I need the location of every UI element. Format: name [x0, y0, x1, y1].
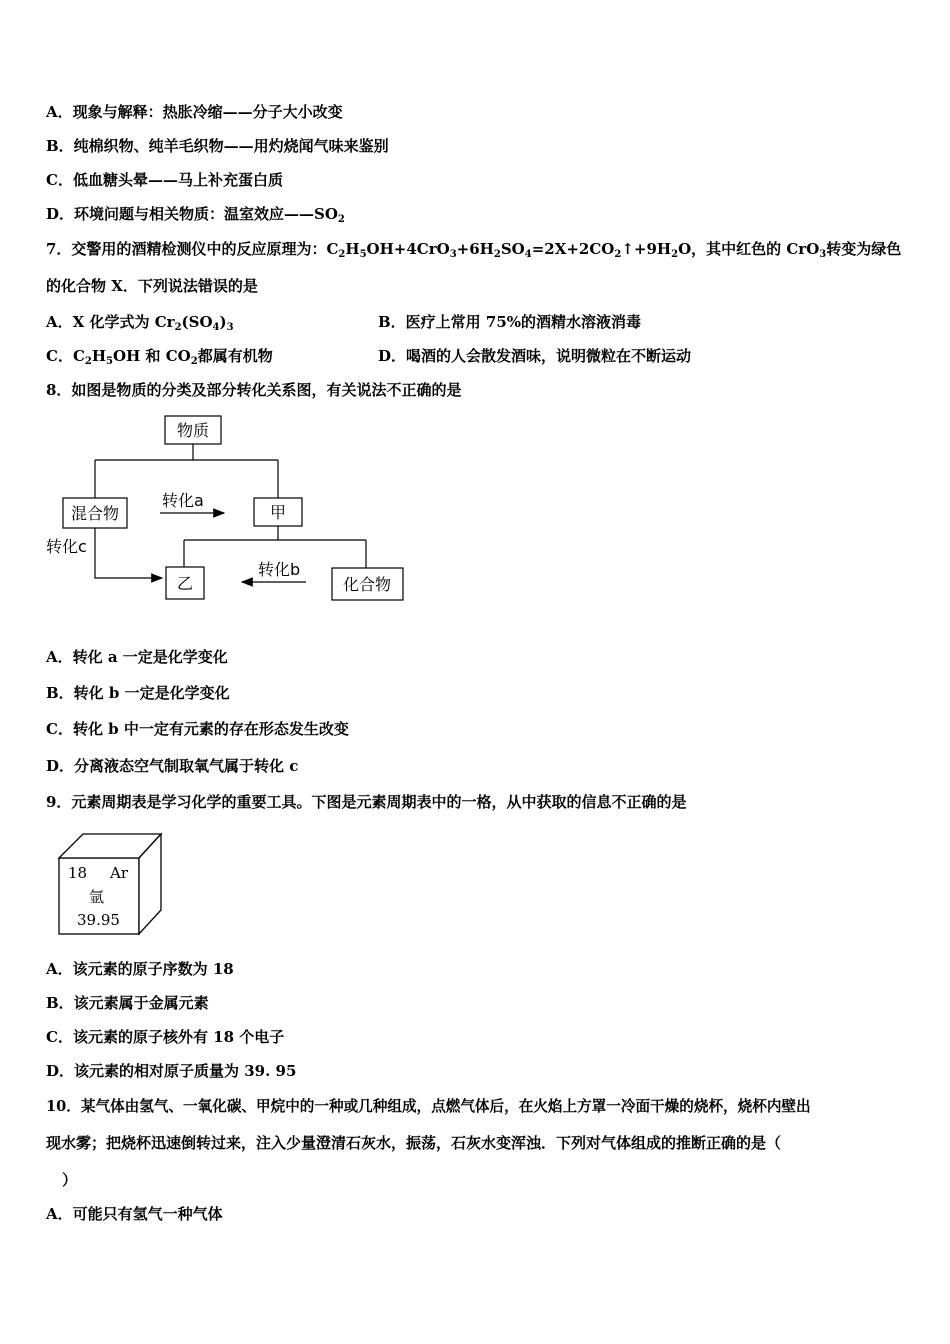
label-transform-c: 转化c [46, 537, 87, 556]
q10-stem-line1: 10．某气体由氢气、一氧化碳、甲烷中的一种或几种组成，点燃气体后，在火焰上方罩一冷面干燥的烧杯，烧杯内壁出 [46, 1098, 811, 1115]
label-compound: 化合物 [342, 575, 392, 594]
q9-option-d: D．该元素的相对原子质量为 39. 95 [46, 1062, 297, 1080]
q7-equation: $C_2H_5OH+4CrO_3+6H_2SO_4=2X+2CO_2↑+9H_2O$ [326, 240, 692, 260]
label-transform-a: 转化a [162, 491, 204, 510]
element-number: 18 [68, 864, 88, 882]
q7-option-d: D．喝酒的人会散发酒味，说明微粒在不断运动 [378, 347, 692, 365]
q8-stem: 8．如图是物质的分类及部分转化关系图，有关说法不正确的是 [46, 381, 462, 399]
q7-stem-line2: 的化合物 X．下列说法错误的是 [46, 277, 258, 295]
element-name: 氩 [89, 888, 105, 906]
q7-stem-line1: 7．交警用的酒精检测仪中的反应原理为：$C_2H_5OH+4CrO_3+6H_2SO_4=2X+2CO_2↑+9H_2O$，其中红色的 CrO$_3$转变为绿色 [46, 240, 902, 260]
q6-option-b: B．纯棉织物、纯羊毛织物——用灼烧闻气味来鉴别 [46, 137, 389, 155]
q6-option-a: A．现象与解释：热胀冷缩——分子大小改变 [46, 103, 343, 121]
q6-option-c: C．低血糖头晕——马上补充蛋白质 [46, 171, 283, 189]
q8-option-b: B．转化 b 一定是化学变化 [46, 684, 230, 702]
q7-option-a: A．X 化学式为 $Cr_2(SO_4)_3$ [46, 313, 234, 333]
q7-option-c: C．$C_2H_5OH$ 和 $CO_2$都属有机物 [46, 347, 273, 367]
q8-option-a: A．转化 a 一定是化学变化 [46, 648, 228, 666]
q9-stem: 9．元素周期表是学习化学的重要工具。下图是元素周期表中的一格，从中获取的信息不正确的是 [46, 793, 687, 811]
arrow-transform-c [95, 528, 162, 578]
q10-stem-line2: 现水雾；把烧杯迅速倒转过来，注入少量澄清石灰水，振荡，石灰水变浑浊．下列对气体组成的推断正确的是（ [46, 1134, 782, 1152]
q7-option-b: B．医疗上常用 75%的酒精水溶液消毒 [378, 313, 642, 331]
q10-stem-line3: ） [62, 1171, 78, 1189]
label-substance: 物质 [176, 421, 210, 440]
q8-option-d: D．分离液态空气制取氧气属于转化 c [46, 757, 299, 775]
q9-option-a: A．该元素的原子序数为 18 [46, 960, 234, 978]
q6-option-d: D．环境问题与相关物质：温室效应$——SO_2$ [46, 205, 345, 225]
element-mass: 39.95 [77, 911, 120, 929]
label-jia: 甲 [269, 503, 287, 522]
q9-option-c: C．该元素的原子核外有 18 个电子 [46, 1028, 285, 1046]
q8-option-c: C．转化 b 中一定有元素的存在形态发生改变 [46, 720, 349, 738]
label-transform-b: 转化b [258, 560, 301, 579]
q10-option-a: A．可能只有氢气一种气体 [46, 1205, 223, 1223]
element-symbol: Ar [110, 864, 129, 882]
classification-diagram [0, 0, 950, 640]
element-card-argon [55, 830, 170, 940]
label-mixture: 混合物 [70, 504, 120, 523]
label-yi: 乙 [176, 574, 194, 593]
q9-option-b: B．该元素属于金属元素 [46, 994, 209, 1012]
